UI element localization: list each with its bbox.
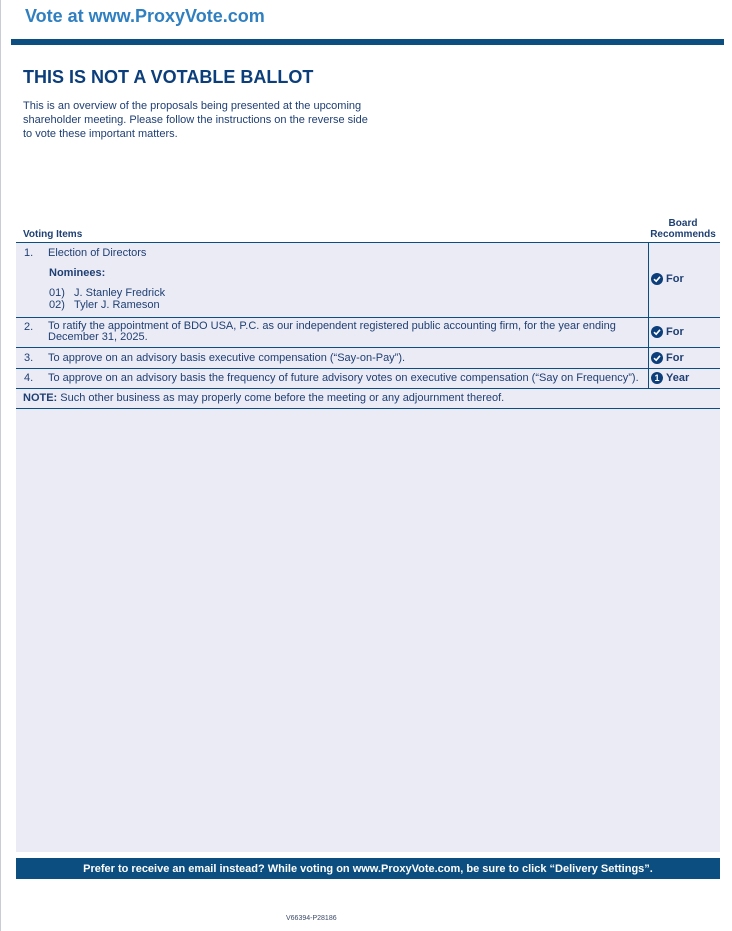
recommendation-value: For (666, 273, 684, 285)
item-text: Election of Directors (48, 247, 147, 259)
nominee-row (49, 299, 160, 311)
row-divider (16, 388, 720, 389)
voting-items-header: Voting Items (23, 229, 83, 240)
row-divider (16, 242, 720, 243)
nominee-name: Tyler J. Rameson (74, 299, 160, 311)
nominee-index: 01) (49, 287, 65, 299)
check-icon (651, 352, 663, 364)
item-number: 3. (24, 352, 34, 364)
row-divider (16, 317, 720, 318)
row-divider (16, 408, 720, 409)
item-number: 2. (24, 321, 34, 333)
item-text: To approve on an advisory basis executive compensation (“Say-on-Pay”). (48, 352, 406, 364)
recommendation (651, 372, 689, 384)
item-text: To approve on an advisory basis the frequency of future advisory votes on executive compensation (“Say on Frequency”). (48, 372, 639, 384)
note-label: NOTE: (23, 392, 58, 404)
page-title: THIS IS NOT A VOTABLE BALLOT (23, 67, 314, 87)
document-code: V66394-P28186 (286, 915, 337, 922)
nominee-index: 02) (49, 299, 65, 311)
one-icon: 1 (651, 372, 663, 384)
recommendation (651, 273, 684, 285)
recommendation-value: For (666, 352, 684, 364)
intro-text: This is an overview of the proposals being presented at the upcoming shareholder meeting. Please follow the instructions on the reverse side to vote these important matters. (23, 100, 368, 140)
board-recommends-header: Board Recommends (650, 218, 716, 240)
recommendation (651, 352, 684, 364)
nominee-row (49, 287, 165, 299)
item-number: 1. (24, 247, 34, 259)
recommendation (651, 326, 684, 338)
proxyvote-link[interactable]: Vote at www.ProxyVote.com (25, 6, 265, 26)
row-divider (16, 368, 720, 369)
nominee-name: J. Stanley Fredrick (74, 287, 166, 299)
item-text: To ratify the appointment of BDO USA, P.C. as our independent registered public accounting firm, for the year ending December 31, 2025. (48, 320, 616, 343)
header-divider (11, 39, 724, 45)
check-icon (651, 326, 663, 338)
note-text: Such other business as may properly come before the meeting or any adjournment thereof. (57, 392, 505, 404)
check-icon (651, 273, 663, 285)
recommendation-value: Year (666, 372, 690, 384)
page-edge-rule (0, 0, 1, 931)
delivery-settings-banner: Prefer to receive an email instead? While voting on www.ProxyVote.com, be sure to click “Delivery Settings”. (16, 858, 720, 879)
row-divider (16, 347, 720, 348)
nominees-heading: Nominees: (49, 267, 106, 279)
note-row (23, 392, 504, 404)
item-number: 4. (24, 372, 34, 384)
recommendation-value: For (666, 326, 684, 338)
recommend-column-divider (648, 242, 649, 389)
